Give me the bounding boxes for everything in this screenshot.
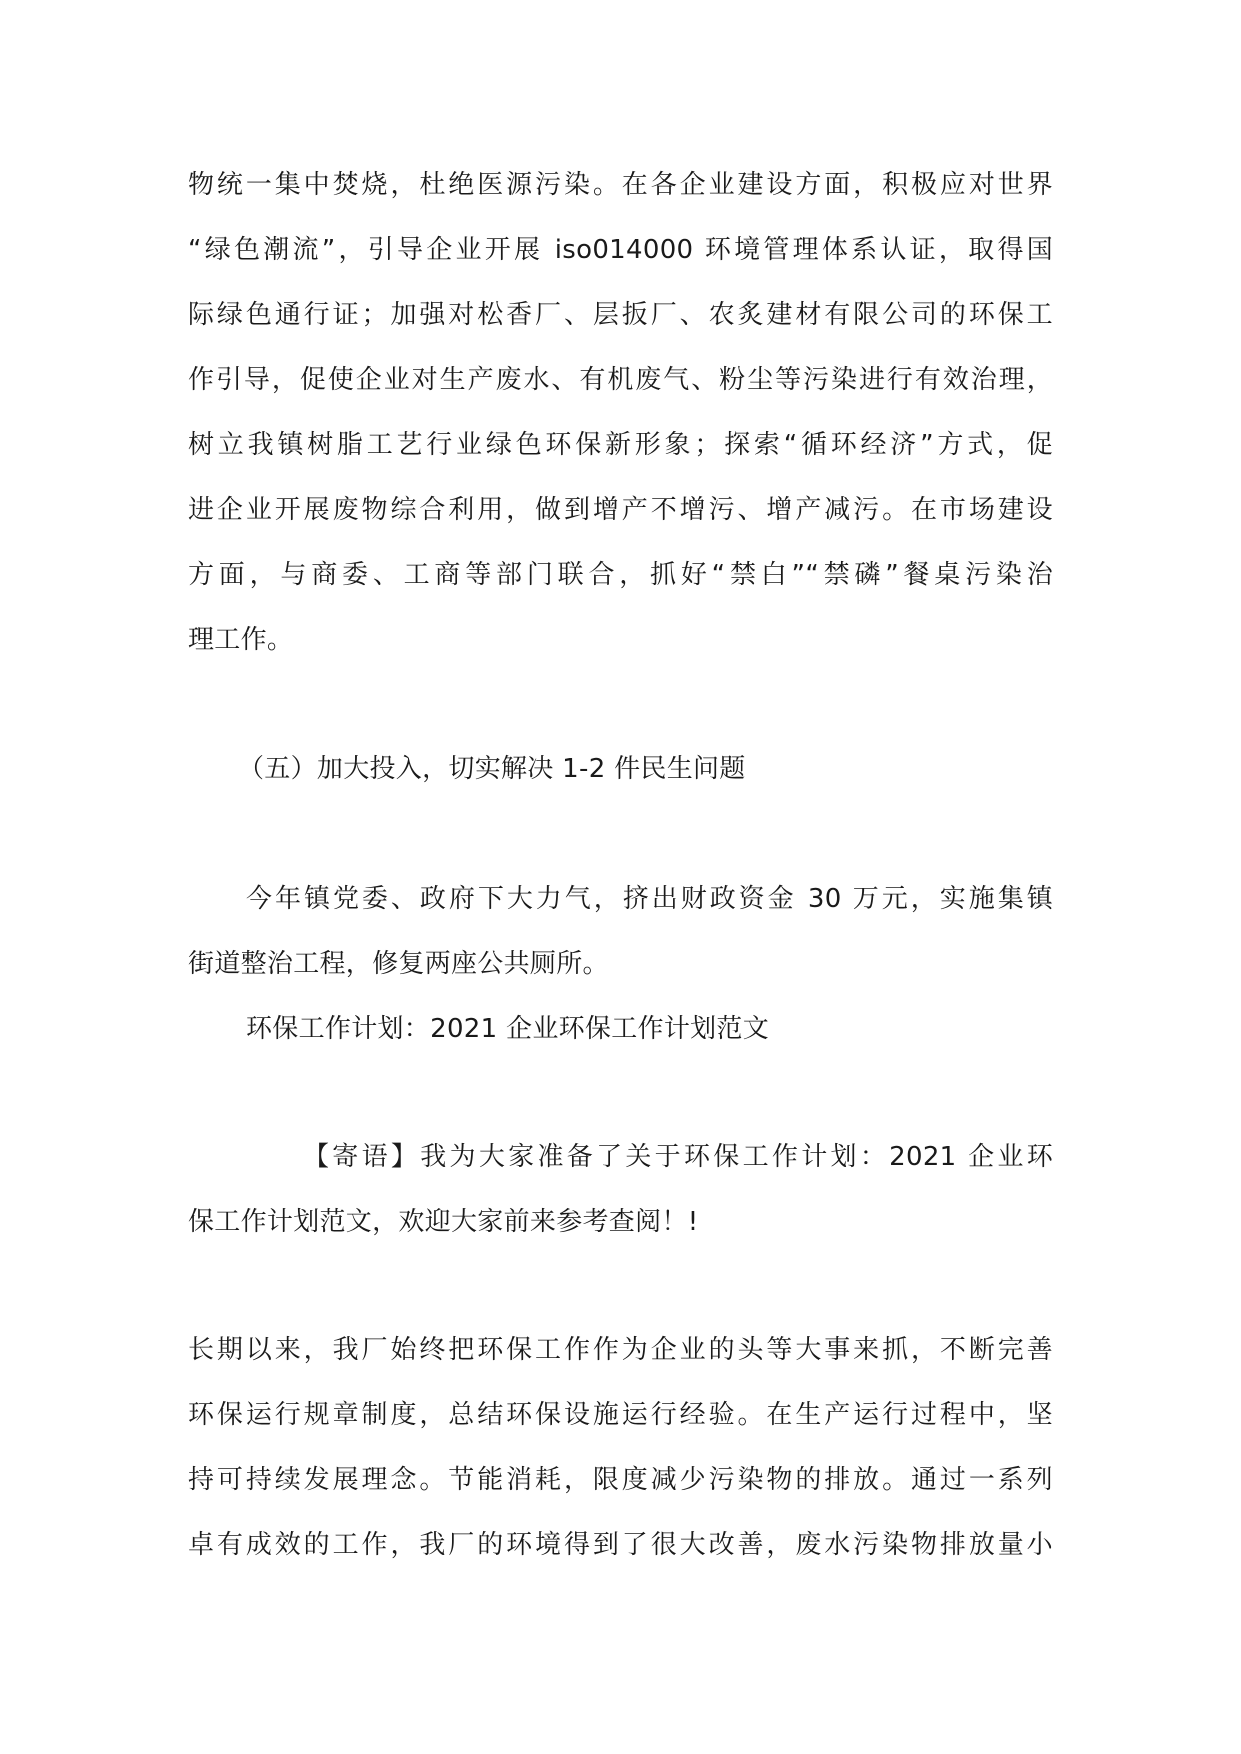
section-heading: （五）加大投入，切实解决 1-2 件民生问题 bbox=[238, 754, 746, 784]
paragraph-line: 持可持续发展理念。节能消耗，限度减少污染物的排放。通过一系列 bbox=[188, 1465, 1053, 1495]
paragraph-line: 作引导，促使企业对生产废水、有机废气、粉尘等污染进行有效治理， bbox=[188, 365, 1053, 395]
paragraph-line: 际绿色通行证；加强对松香厂、层扳厂、农炙建材有限公司的环保工 bbox=[188, 300, 1053, 330]
paragraph-line: 卓有成效的工作，我厂的环境得到了很大改善，废水污染物排放量小 bbox=[188, 1530, 1053, 1560]
paragraph-line: 今年镇党委、政府下大力气，挤出财政资金 30 万元，实施集镇 bbox=[246, 884, 1053, 914]
paragraph-line: 环保运行规章制度，总结环保设施运行经验。在生产运行过程中，坚 bbox=[188, 1400, 1053, 1430]
paragraph-line: 方面，与商委、工商等部门联合，抓好“禁白”“禁磷”餐桌污染治 bbox=[188, 560, 1053, 590]
paragraph-line: 理工作。 bbox=[188, 625, 294, 655]
article-title: 环保工作计划：2021 企业环保工作计划范文 bbox=[246, 1014, 770, 1044]
paragraph-line: “绿色潮流”，引导企业开展 iso014000 环境管理体系认证，取得国 bbox=[188, 235, 1053, 265]
paragraph-line: 进企业开展废物综合利用，做到增产不增污、增产减污。在市场建设 bbox=[188, 495, 1053, 525]
paragraph-line: 长期以来，我厂始终把环保工作作为企业的头等大事来抓，不断完善 bbox=[188, 1335, 1053, 1365]
paragraph-line: 树立我镇树脂工艺行业绿色环保新形象；探索“循环经济”方式，促 bbox=[188, 430, 1053, 460]
paragraph-line: 物统一集中焚烧，杜绝医源污染。在各企业建设方面，积极应对世界 bbox=[188, 170, 1053, 200]
intro-line: 保工作计划范文，欢迎大家前来参考查阅！! bbox=[188, 1207, 699, 1237]
intro-line: 【寄语】我为大家准备了关于环保工作计划：2021 企业环 bbox=[303, 1142, 1053, 1172]
paragraph-line: 街道整治工程，修复两座公共厕所。 bbox=[188, 949, 609, 979]
